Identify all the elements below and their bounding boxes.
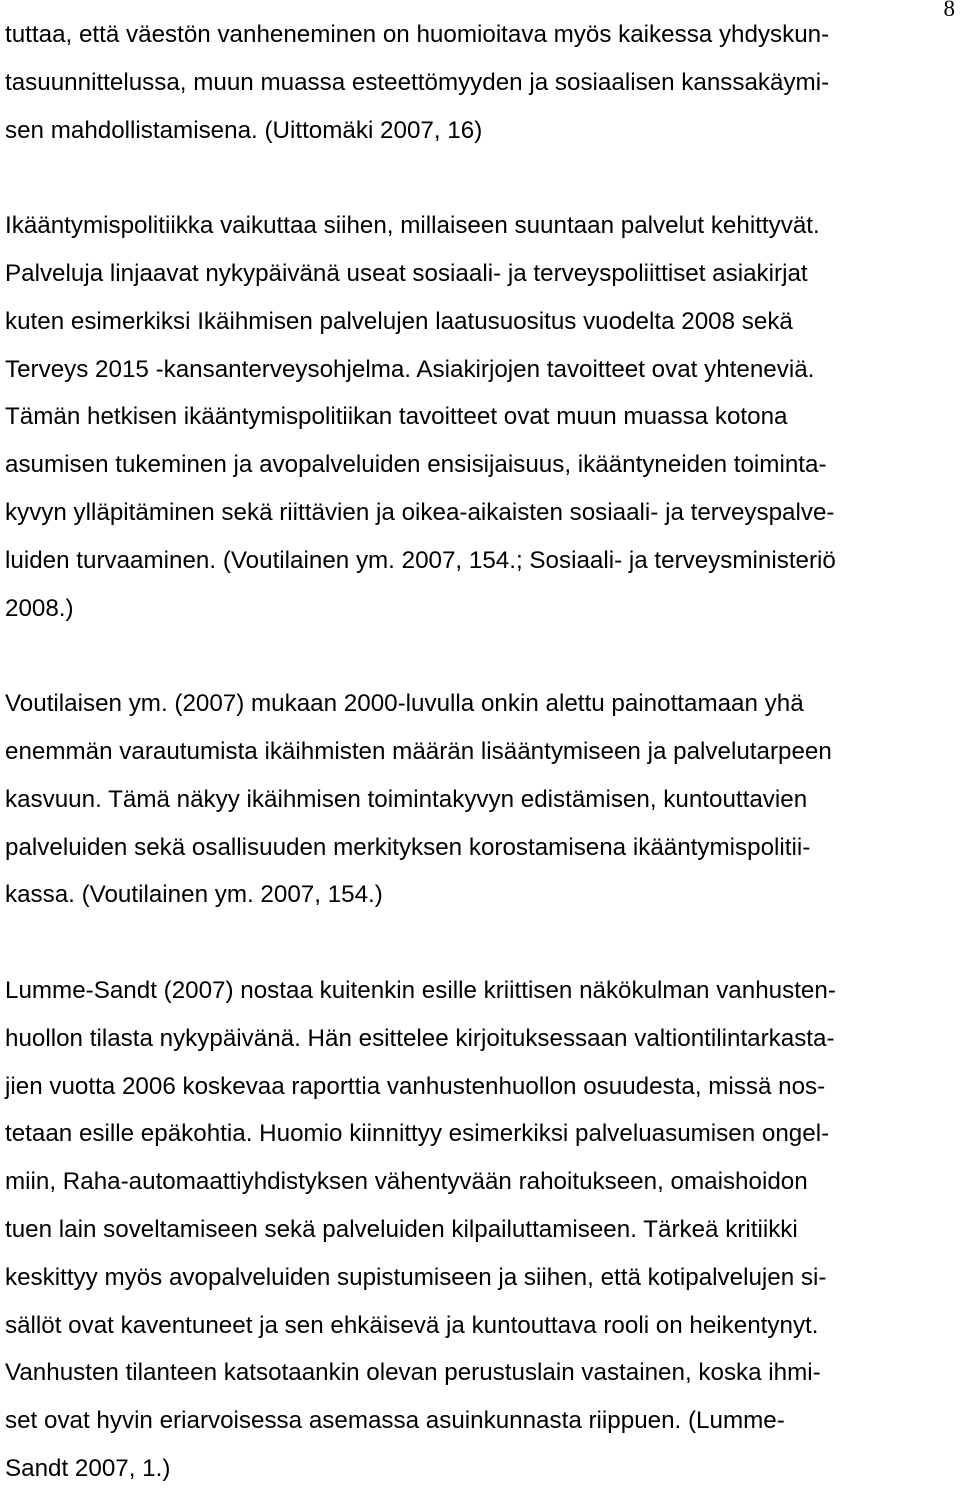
text-line: enemmän varautumista ikäihmisten määrän lisääntymiseen ja palvelutarpeen bbox=[5, 737, 832, 765]
text-line: Tämän hetkisen ikääntymispolitiikan tavoitteet ovat muun muassa kotona bbox=[5, 403, 788, 431]
text-line: set ovat hyvin eriarvoisessa asemassa asuinkunnasta riippuen. (Lumme- bbox=[5, 1407, 785, 1435]
text-line: tetaan esille epäkohtia. Huomio kiinnittyy esimerkiksi palveluasumisen ongel- bbox=[5, 1120, 830, 1148]
text-line: tuttaa, että väestön vanheneminen on huomioitava myös kaikessa yhdyskun- bbox=[5, 21, 830, 48]
paragraph bbox=[5, 202, 951, 632]
text-line: huollon tilasta nykypäivänä. Hän esittelee kirjoituksessaan valtiontilintarkasta- bbox=[5, 1024, 835, 1052]
text-line: miin, Raha-automaattiyhdistyksen vähentyvään rahoitukseen, omaishoidon bbox=[5, 1168, 808, 1196]
document-body bbox=[5, 11, 951, 1493]
text-line: tuen lain soveltamiseen sekä palveluiden kilpailuttamiseen. Tärkeä kritiikki bbox=[5, 1215, 798, 1243]
paragraph-gap bbox=[5, 632, 951, 680]
text-line: asumisen tukeminen ja avopalveluiden ensisijaisuus, ikääntyneiden toiminta- bbox=[5, 451, 827, 479]
text-line: kassa. (Voutilainen ym. 2007, 154.) bbox=[5, 881, 383, 909]
text-line: 2008.) bbox=[5, 594, 74, 622]
text-line: Voutilaisen ym. (2007) mukaan 2000-luvulla onkin alettu painottamaan yhä bbox=[5, 690, 804, 718]
text-line: Palveluja linjaavat nykypäivänä useat sosiaali- ja terveyspoliittiset asiakirjat bbox=[5, 259, 808, 287]
text-line: keskittyy myös avopalveluiden supistumiseen ja siihen, että kotipalvelujen si- bbox=[5, 1263, 827, 1291]
page-number: 8 bbox=[943, 0, 955, 21]
text-line: jien vuotta 2006 koskevaa raporttia vanhustenhuollon osuudesta, missä nos- bbox=[5, 1072, 826, 1100]
text-line: kasvuun. Tämä näkyy ikäihmisen toimintakyvyn edistämisen, kuntouttavien bbox=[5, 785, 808, 813]
paragraph bbox=[5, 11, 951, 154]
paragraph bbox=[5, 967, 951, 1493]
paragraph-gap bbox=[5, 154, 951, 202]
text-line: sen mahdollistamisena. (Uittomäki 2007, 16) bbox=[5, 116, 483, 144]
text-line: Ikääntymispolitiikka vaikuttaa siihen, millaiseen suuntaan palvelut kehittyvät. bbox=[5, 212, 820, 240]
paragraph-gap bbox=[5, 919, 951, 967]
text-line: sällöt ovat kaventuneet ja sen ehkäisevä ja kuntouttava rooli on heikentynyt. bbox=[5, 1311, 819, 1339]
text-line: tasuunnittelussa, muun muassa esteettömyyden ja sosiaalisen kanssakäymi- bbox=[5, 68, 830, 96]
text-line: kyvyn ylläpitäminen sekä riittävien ja oikea-aikaisten sosiaali- ja terveyspalve- bbox=[5, 498, 835, 526]
text-line: palveluiden sekä osallisuuden merkityksen korostamisena ikääntymispolitii- bbox=[5, 833, 811, 861]
text-line: kuten esimerkiksi Ikäihmisen palvelujen laatusuositus vuodelta 2008 sekä bbox=[5, 307, 793, 335]
text-line: Terveys 2015 -kansanterveysohjelma. Asiakirjojen tavoitteet ovat yhteneviä. bbox=[5, 355, 815, 383]
text-line: Sandt 2007, 1.) bbox=[5, 1454, 171, 1482]
text-line: Lumme-Sandt (2007) nostaa kuitenkin esille kriittisen näkökulman vanhusten- bbox=[5, 976, 836, 1004]
text-line: luiden turvaaminen. (Voutilainen ym. 2007, 154.; Sosiaali- ja terveysministeriö bbox=[5, 546, 836, 574]
paragraph bbox=[5, 680, 951, 919]
text-line: Vanhusten tilanteen katsotaankin olevan perustuslain vastainen, koska ihmi- bbox=[5, 1359, 821, 1387]
